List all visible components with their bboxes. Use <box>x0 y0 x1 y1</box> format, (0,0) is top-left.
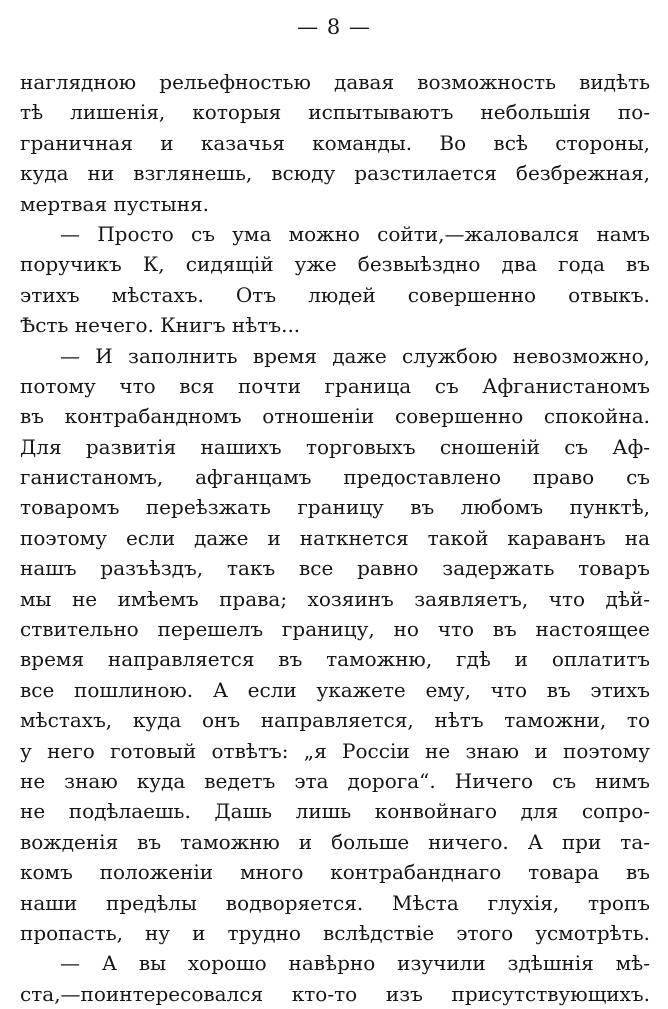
page-number: — 8 — <box>297 15 371 39</box>
text-line: — И заполнить время даже службою невозможно, <box>60 343 650 368</box>
text-line: наглядною рельефностью давая возможность видѣть <box>20 70 650 94</box>
text-line: не знаю куда ведетъ эта дорога“. Ничего съ нимъ <box>20 768 650 793</box>
text-line: наши предѣлы водворяется. Мѣста глухія, тропъ <box>20 890 650 915</box>
text-line: Для развитія нашихъ торговыхъ сношеній съ Аф- <box>20 434 650 459</box>
text-line: мертвая пустыня. <box>20 191 210 216</box>
text-line: вожденія въ таможню и больше ничего. А при та- <box>20 829 650 854</box>
text-line: тѣ лишенія, которыя испытываютъ небольшія по- <box>20 100 650 125</box>
text-line: комъ положеніи много контрабанднаго товара въ <box>20 860 650 885</box>
text-line: — Просто съ ума можно сойти,—жаловался намъ <box>60 221 650 246</box>
text-line: не подѣлаешь. Дашь лишь конвойнаго для сопро- <box>20 799 650 824</box>
text-line: ствительно перешелъ границу, но что въ настоящее <box>20 617 650 642</box>
text-line: Ѣсть нечего. Книгъ нѣтъ... <box>20 313 301 338</box>
text-line: потому что вся почти граница съ Афганистаномъ <box>20 373 650 398</box>
text-line: граничная и казачья команды. Во всѣ стороны, <box>20 130 650 155</box>
text-line: у него готовый отвѣтъ: „я Россіи не знаю и поэтому <box>20 738 650 763</box>
text-line: ганистаномъ, афганцамъ предоставлено право съ <box>20 465 650 490</box>
text-line: товаромъ переѣзжать границу въ любомъ пунктѣ, <box>20 495 650 520</box>
text-line: поручикъ К, сидящій уже безвыѣздно два года въ <box>20 252 650 277</box>
text-line: нашъ разъѣздъ, такъ все равно задержать товаръ <box>20 556 650 581</box>
body-text <box>20 67 650 1009</box>
text-line: все пошлиною. А если укажете ему, что въ этихъ <box>20 677 650 702</box>
text-line: пропасть, ну и трудно вслѣдствіе этого усмотрѣть. <box>20 920 650 945</box>
text-line: мѣстахъ, куда онъ направляется, нѣтъ таможни, то <box>20 708 650 733</box>
text-line: этихъ мѣстахъ. Отъ людей совершенно отвыкъ. <box>20 282 650 307</box>
text-line: время направляется въ таможню, гдѣ и оплатитъ <box>20 647 650 672</box>
text-line: въ контрабандномъ отношеніи совершенно спокойна. <box>20 404 650 429</box>
text-line: поэтому если даже и наткнется такой караванъ на <box>20 525 650 550</box>
text-line: мы не имѣемъ права; хозяинъ заявляетъ, что дѣй- <box>20 586 650 611</box>
text-line: — А вы хорошо навѣрно изучили здѣшнія мѣ- <box>60 951 650 976</box>
text-line: куда ни взглянешь, всюду разстилается безбрежная, <box>20 161 650 186</box>
text-line: ста,—поинтересовался кто-то изъ присутствующихъ. <box>20 981 650 1006</box>
